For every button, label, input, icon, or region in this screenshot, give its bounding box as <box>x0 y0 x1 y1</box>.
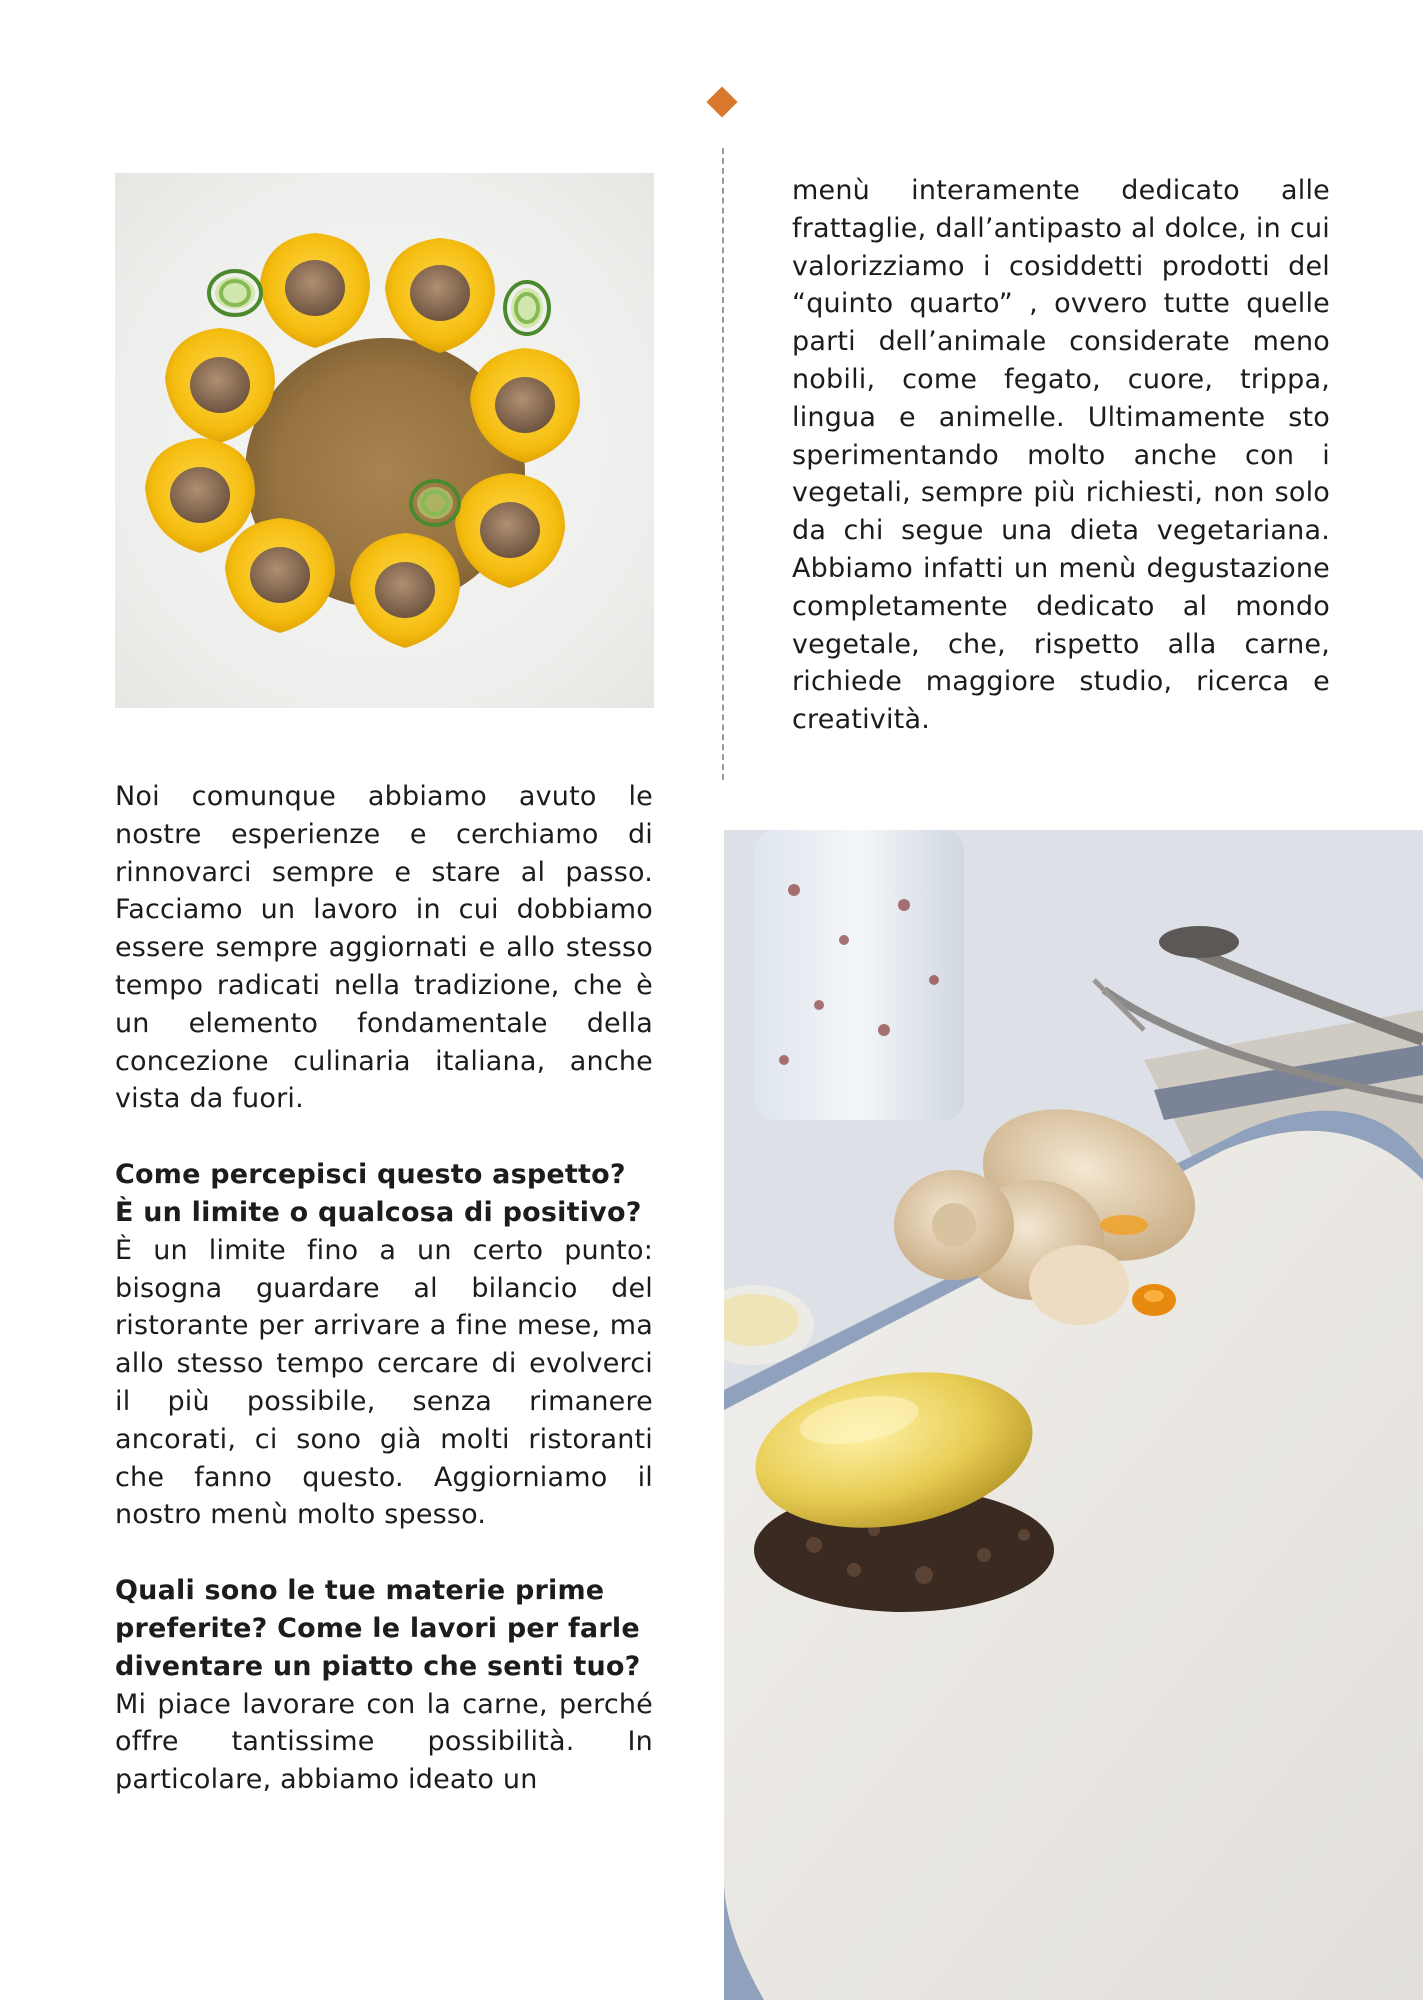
column-divider <box>722 148 724 780</box>
question-heading-2: Quali sono le tue materie prime preferite? Come le lavori per farle diventare un piatto che senti tuo? <box>115 1575 641 1682</box>
intro-paragraph: Noi comunque abbiamo avuto le nostre esperienze e cerchiamo di rinnovarci sempre e stare al passo. Facciamo un lavoro in cui dobbiamo essere sempre aggiornati e allo stesso tempo radicati nella tradizione, che è un elemento fondamentale della concezione culinaria italiana, anche vista da fuori. <box>115 781 653 1115</box>
answer-paragraph-1: È un limite fino a un certo punto: bisogna guardare al bilancio del ristorante per arrivare a fine mese, ma allo stesso tempo cercare di evolverci il più possibile, senza rimanere ancorati, ci sono già molti ristoranti che fanno questo. Aggiorniamo il nostro menù molto spesso. <box>115 1234 653 1531</box>
dessert-photo <box>724 830 1423 2000</box>
spacer <box>115 1118 653 1156</box>
answer-paragraph-2-continued: menù interamente dedicato alle frattaglie, dall’antipasto al dolce, in cui valorizziamo i cosiddetti prodotti del “quinto quarto” , ovvero tutte quelle parti dell’animale considerate meno nobili, come fegato, cuore, trippa, lingua e animelle. Ultimamente sto sperimentando molto anche con i vegetali, sempre più richiesti, non solo da chi segue una dieta vegetariana. Abbiamo infatti un menù degustazione completamente dedicato al mondo vegetale, che, rispetto alla carne, richiede maggiore studio, ricerca e creatività. <box>792 175 1330 736</box>
question-heading-1: Come percepisci questo aspetto? È un limite o qualcosa di positivo? <box>115 1159 642 1228</box>
diamond-icon <box>706 86 737 117</box>
tortellini-photo <box>115 173 654 708</box>
left-column-text <box>115 778 653 1799</box>
answer-paragraph-2-start: Mi piace lavorare con la carne, perché offre tantissime possibilità. In particolare, abbiamo ideato un <box>115 1688 653 1796</box>
spacer <box>115 1534 653 1572</box>
right-column-text <box>792 172 1330 739</box>
